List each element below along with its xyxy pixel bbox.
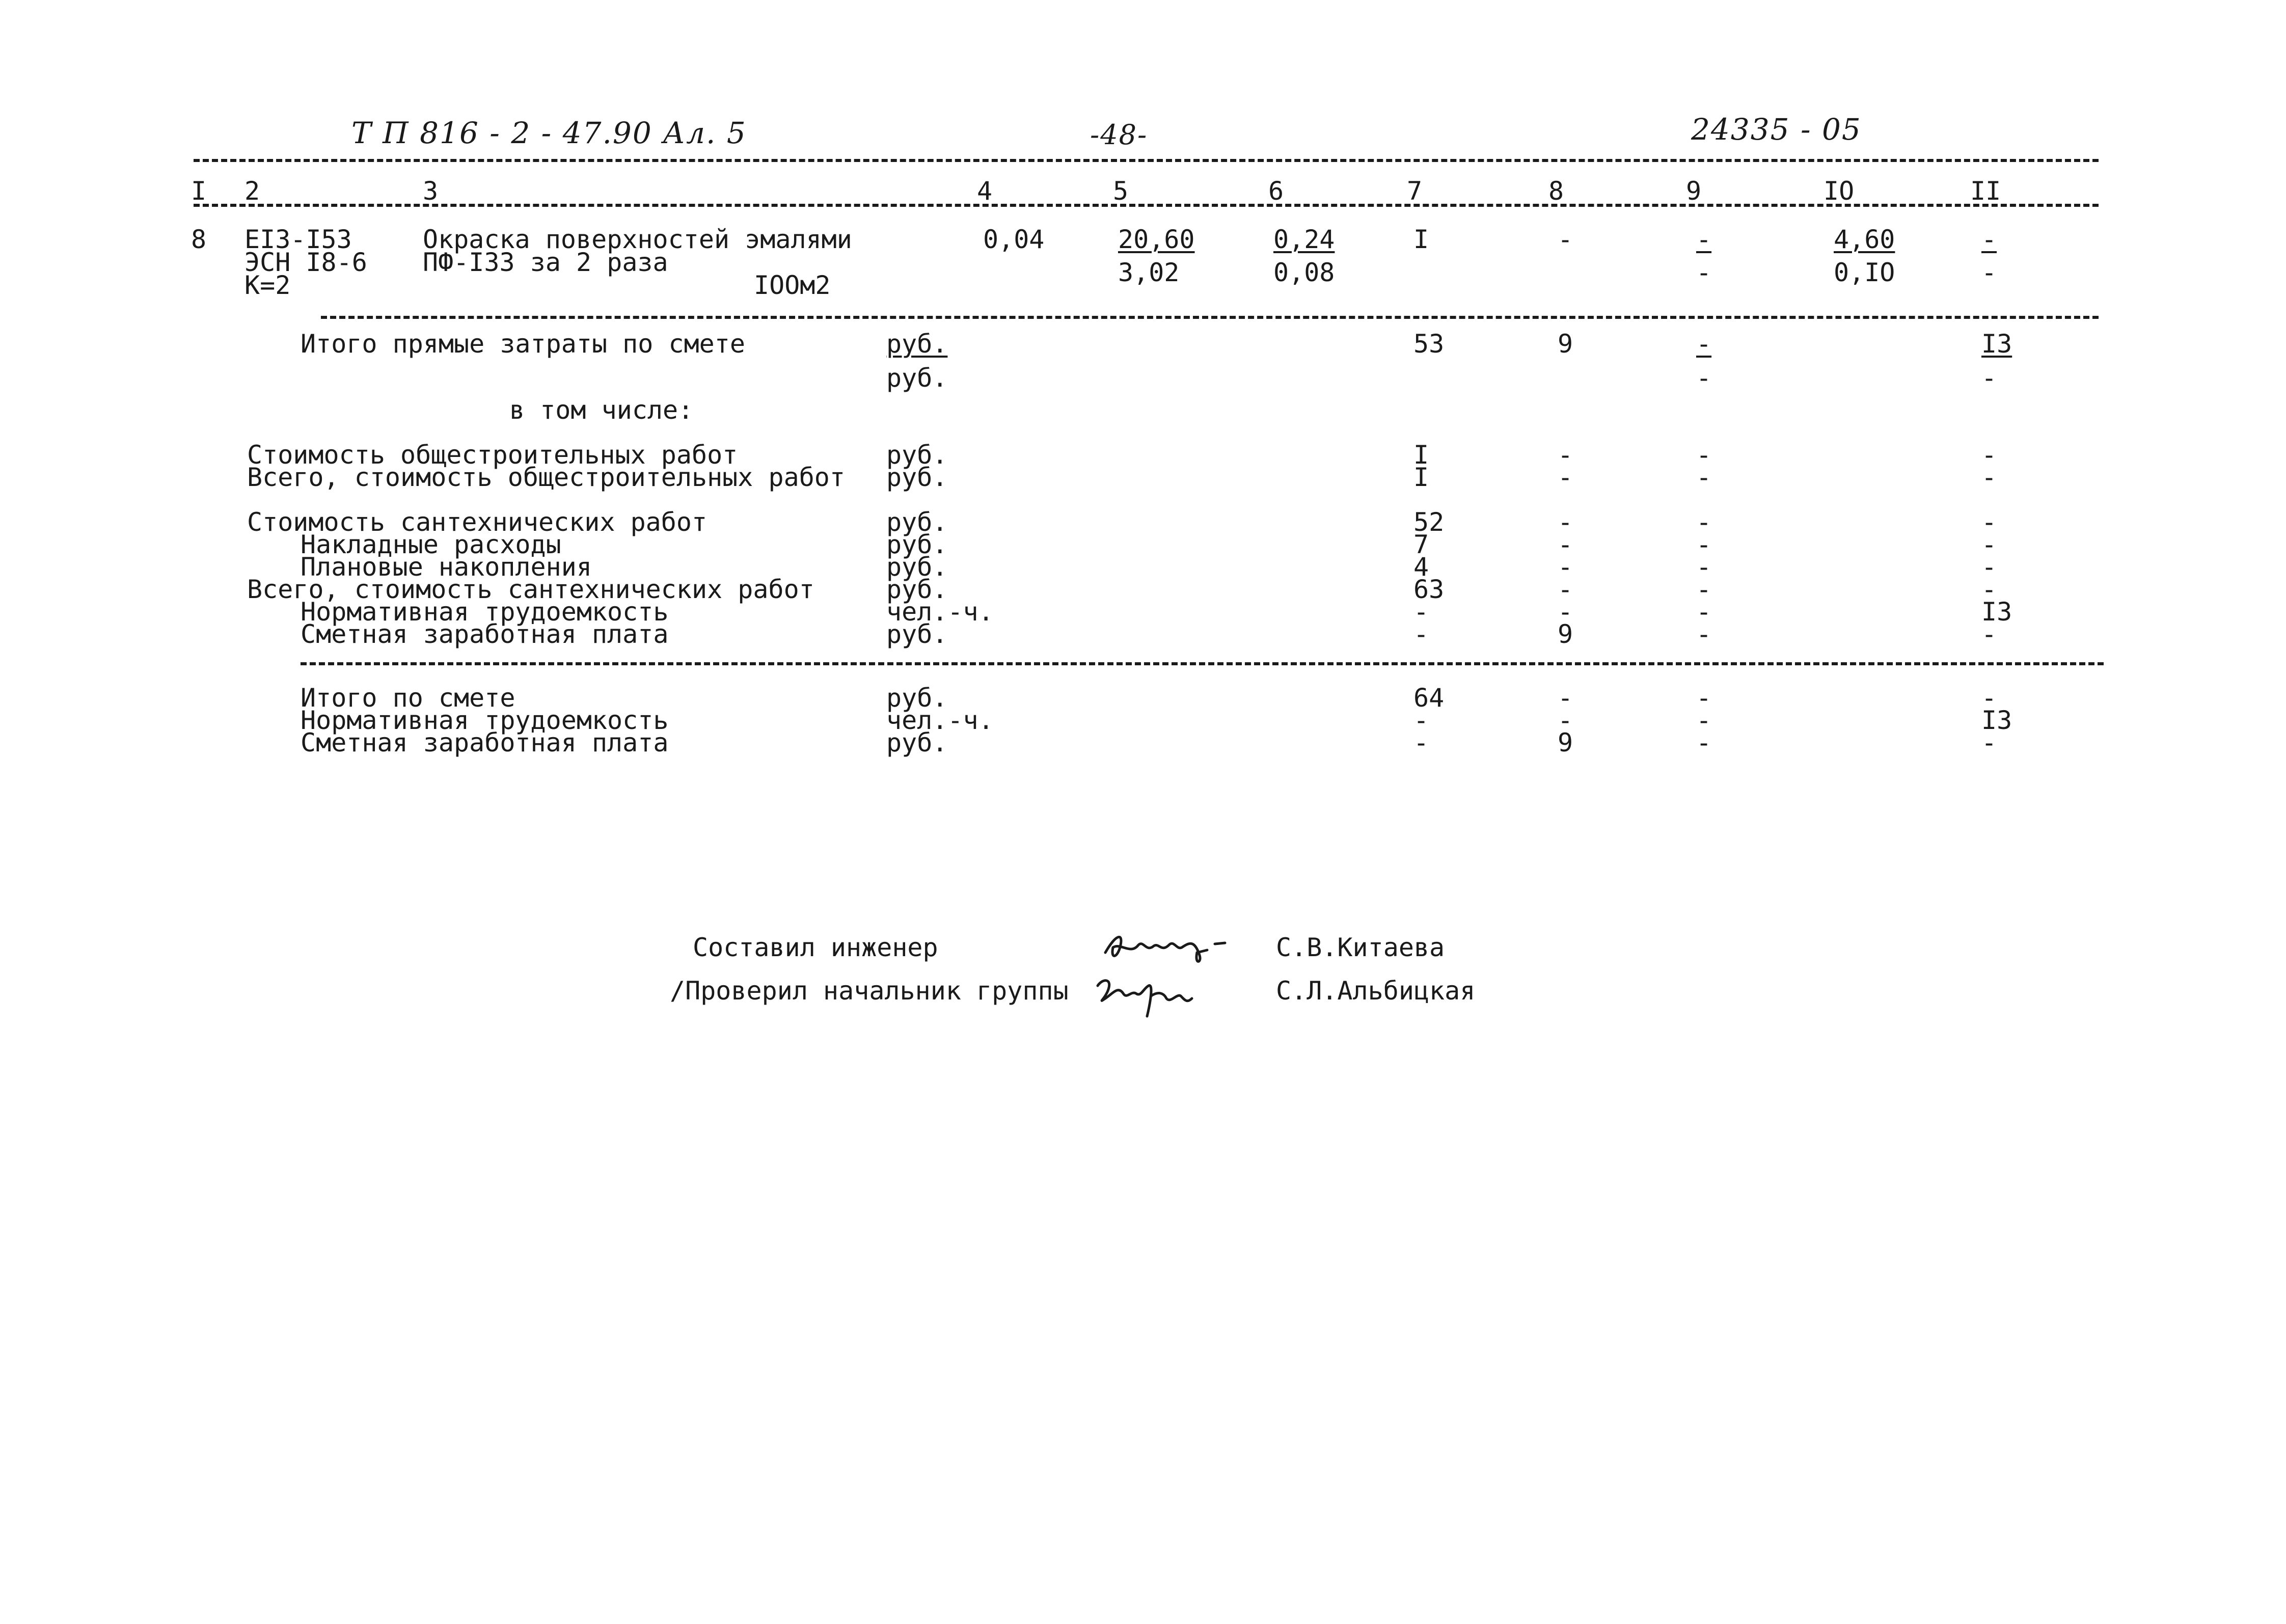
estimated-wages-unit: руб. xyxy=(886,619,948,649)
column-header: 2 xyxy=(244,176,260,206)
estimate-total-col7: 64 xyxy=(1413,683,1445,713)
general-total-col7: I xyxy=(1413,463,1429,492)
column-header: II xyxy=(1970,176,2001,206)
estimated-wages-label: Сметная заработная плата xyxy=(301,619,669,649)
item-col9: - xyxy=(1696,225,1712,254)
total-wages-col11: - xyxy=(1981,728,1997,757)
item-unit: IOOм2 xyxy=(754,270,831,300)
total-wages-col7: - xyxy=(1413,728,1429,757)
direct-costs-col11: I3 xyxy=(1981,329,2012,359)
labor-intensity-col11: I3 xyxy=(1981,597,2012,627)
item-col6: 0,08 xyxy=(1273,258,1335,287)
page-number: -48- xyxy=(1090,119,1148,151)
compiled-by-label: Составил инженер xyxy=(693,933,938,962)
planned-savings-label: Плановые накопления xyxy=(301,552,592,582)
divider xyxy=(194,204,2099,207)
divider xyxy=(321,316,2099,319)
column-header: 8 xyxy=(1548,176,1564,206)
general-col11: - xyxy=(1981,440,1997,470)
estimate-total-label: Итого по смете xyxy=(301,683,515,713)
item-description: Окраска поверхностей эмалями xyxy=(423,225,852,254)
total-labor-col8: - xyxy=(1558,706,1573,735)
item-code: ЭСН I8-6 xyxy=(244,248,367,277)
overhead-label: Накладные расходы xyxy=(301,530,561,559)
item-col11: - xyxy=(1981,225,1997,254)
direct-costs-col9: - xyxy=(1696,329,1712,359)
column-header: 7 xyxy=(1407,176,1423,206)
item-col8: - xyxy=(1558,225,1573,254)
item-code: ЕI3-I53 xyxy=(244,225,352,254)
sanitary-label: Стоимость сантехнических работ xyxy=(247,507,707,537)
total-labor-col9: - xyxy=(1696,706,1712,735)
overhead-col11: - xyxy=(1981,530,1997,559)
overhead-col8: - xyxy=(1558,530,1573,559)
estimated-wages-col8: 9 xyxy=(1558,619,1573,649)
column-header: 4 xyxy=(977,176,993,206)
estimate-total-col8: - xyxy=(1558,683,1573,713)
estimate-total-unit: руб. xyxy=(886,683,948,713)
column-header: IO xyxy=(1824,176,1855,206)
column-header: 9 xyxy=(1686,176,1702,206)
planned-savings-unit: руб. xyxy=(886,552,948,582)
column-header: I xyxy=(191,176,207,206)
general-total-col9: - xyxy=(1696,463,1712,492)
general-total-col11: - xyxy=(1981,463,1997,492)
general-total-col8: - xyxy=(1558,463,1573,492)
sanitary-total-label: Всего, стоимость сантехнических работ xyxy=(247,575,814,604)
general-total-unit: руб. xyxy=(886,463,948,492)
planned-savings-col11: - xyxy=(1981,552,1997,582)
item-number: 8 xyxy=(191,225,207,254)
sanitary-total-col9: - xyxy=(1696,575,1712,604)
general-unit: руб. xyxy=(886,440,948,470)
estimated-wages-col11: - xyxy=(1981,619,1997,649)
item-col4: 0,04 xyxy=(983,225,1045,254)
general-label: Стоимость общестроительных работ xyxy=(247,440,738,470)
labor-intensity-col9: - xyxy=(1696,597,1712,627)
planned-savings-col7: 4 xyxy=(1413,552,1429,582)
divider xyxy=(194,159,2099,162)
sanitary-total-col8: - xyxy=(1558,575,1573,604)
item-col5: 3,02 xyxy=(1118,258,1180,287)
total-labor-col11: I3 xyxy=(1981,706,2012,735)
column-header: 5 xyxy=(1113,176,1129,206)
direct-costs-col8: 9 xyxy=(1558,329,1573,359)
item-code: К=2 xyxy=(244,270,291,300)
sanitary-total-unit: руб. xyxy=(886,575,948,604)
column-header: 3 xyxy=(423,176,439,206)
planned-savings-col8: - xyxy=(1558,552,1573,582)
compiled-by-name: С.В.Китаева xyxy=(1276,933,1445,962)
labor-intensity-col8: - xyxy=(1558,597,1573,627)
labor-intensity-col7: - xyxy=(1413,597,1429,627)
overhead-col7: 7 xyxy=(1413,530,1429,559)
column-header: 6 xyxy=(1268,176,1284,206)
total-wages-label: Сметная заработная плата xyxy=(301,728,669,757)
sanitary-total-col11: - xyxy=(1981,575,1997,604)
estimated-wages-col9: - xyxy=(1696,619,1712,649)
total-wages-col9: - xyxy=(1696,728,1712,757)
engineer-signature xyxy=(1100,925,1233,970)
total-wages-col8: 9 xyxy=(1558,728,1573,757)
general-total-label: Всего, стоимость общестроительных работ xyxy=(247,463,845,492)
group-head-signature xyxy=(1090,968,1222,1024)
total-labor-label: Нормативная трудоемкость xyxy=(301,706,669,735)
direct-costs-label: Итого прямые затраты по смете xyxy=(301,329,745,359)
direct-costs-col9: - xyxy=(1696,363,1712,393)
sanitary-col8: - xyxy=(1558,507,1573,537)
overhead-unit: руб. xyxy=(886,530,948,559)
divider xyxy=(301,662,2104,665)
inventory-number: 24335 - 05 xyxy=(1691,112,1862,147)
document-code: Т П 816 - 2 - 47.90 Ал. 5 xyxy=(351,116,747,150)
direct-costs-unit: руб. xyxy=(886,363,948,393)
item-col6: 0,24 xyxy=(1273,225,1335,254)
item-col7: I xyxy=(1413,225,1429,254)
sanitary-col11: - xyxy=(1981,507,1997,537)
item-col11: - xyxy=(1981,258,1997,287)
direct-costs-unit: руб. xyxy=(886,329,948,359)
including-label: в том числе: xyxy=(509,395,694,425)
item-col10: 0,IO xyxy=(1834,258,1895,287)
overhead-col9: - xyxy=(1696,530,1712,559)
item-col10: 4,60 xyxy=(1834,225,1895,254)
sanitary-col7: 52 xyxy=(1413,507,1445,537)
labor-intensity-unit: чел.-ч. xyxy=(886,597,994,627)
item-col5: 20,60 xyxy=(1118,225,1195,254)
total-wages-unit: руб. xyxy=(886,728,948,757)
checked-by-name: С.Л.Альбицкая xyxy=(1276,976,1476,1006)
sanitary-total-col7: 63 xyxy=(1413,575,1445,604)
direct-costs-col7: 53 xyxy=(1413,329,1445,359)
labor-intensity-label: Нормативная трудоемкость xyxy=(301,597,669,627)
sanitary-col9: - xyxy=(1696,507,1712,537)
total-labor-col7: - xyxy=(1413,706,1429,735)
estimated-wages-col7: - xyxy=(1413,619,1429,649)
general-col9: - xyxy=(1696,440,1712,470)
total-labor-unit: чел.-ч. xyxy=(886,706,994,735)
planned-savings-col9: - xyxy=(1696,552,1712,582)
general-col8: - xyxy=(1558,440,1573,470)
direct-costs-col11: - xyxy=(1981,363,1997,393)
checked-by-label: /Проверил начальник группы xyxy=(670,976,1069,1006)
item-description: ПФ-I33 за 2 раза xyxy=(423,248,668,277)
item-col9: - xyxy=(1696,258,1712,287)
sanitary-unit: руб. xyxy=(886,507,948,537)
estimate-total-col11: - xyxy=(1981,683,1997,713)
general-col7: I xyxy=(1413,440,1429,470)
estimate-total-col9: - xyxy=(1696,683,1712,713)
